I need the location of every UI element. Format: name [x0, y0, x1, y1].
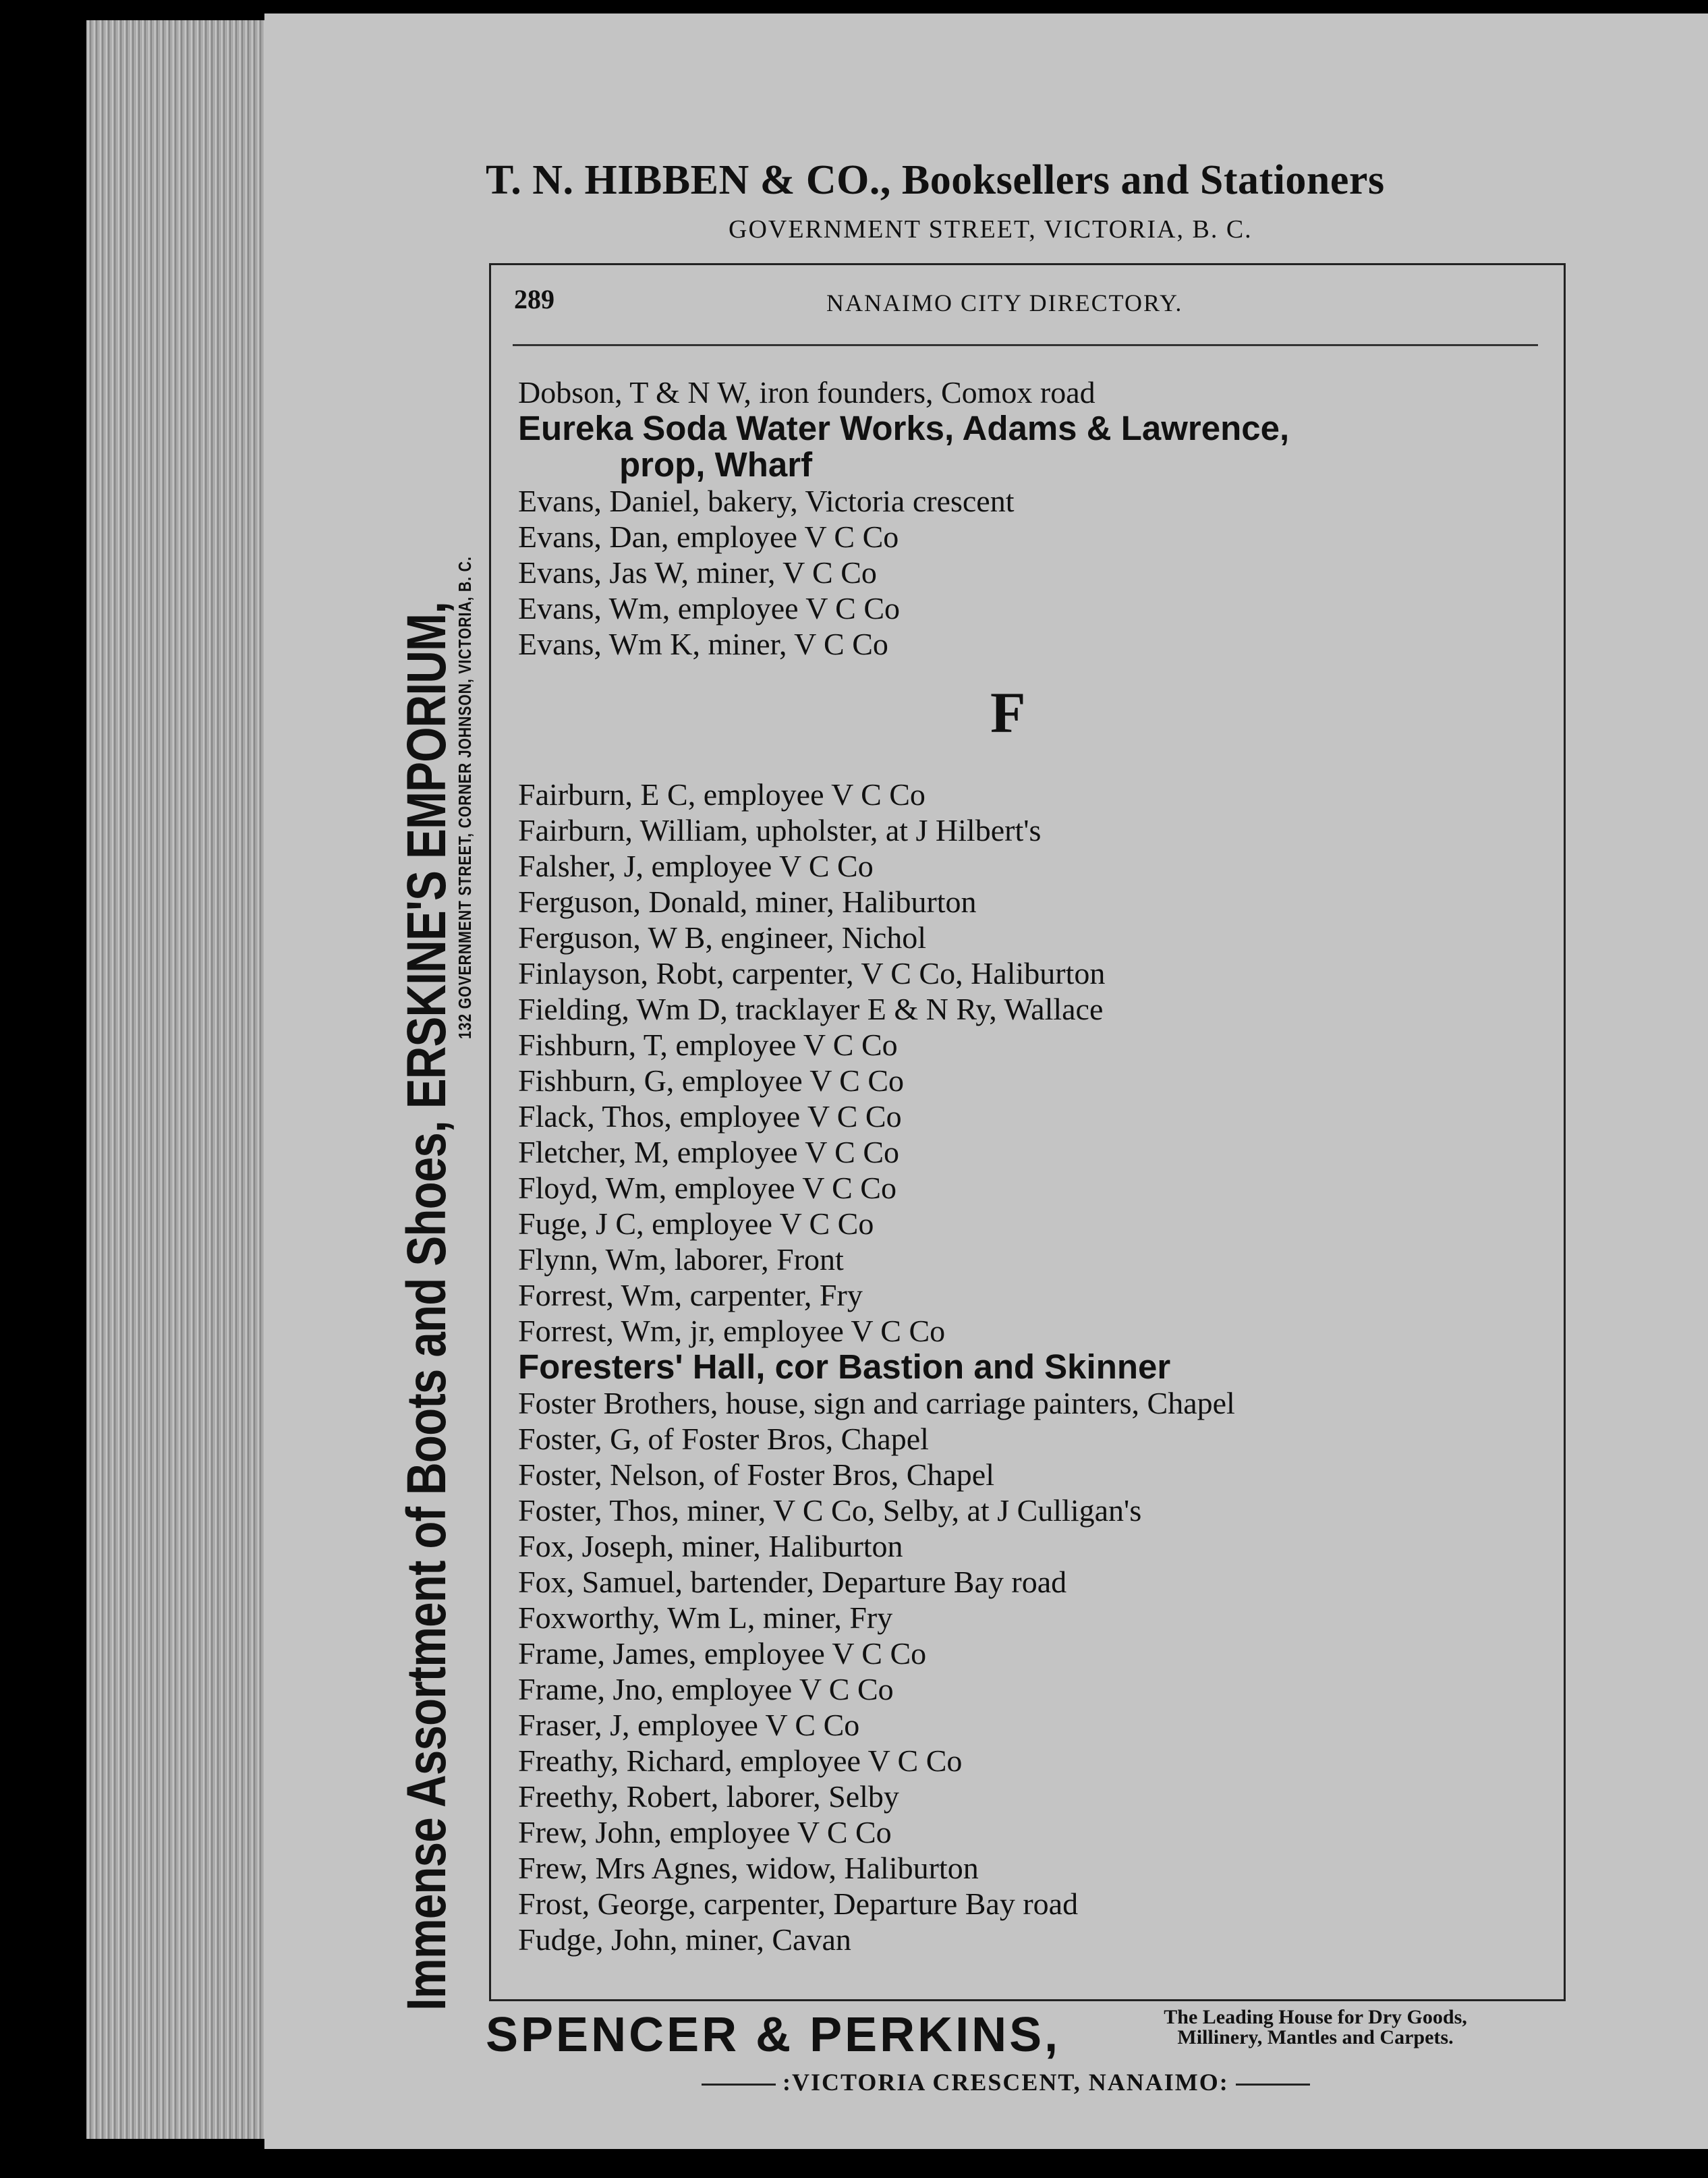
directory-entry	[518, 1313, 1557, 1349]
footer-advertisement-address	[695, 2068, 1317, 2096]
directory-entry	[518, 1277, 1557, 1313]
directory-entry-text: Fielding, Wm D, tracklayer E & N Ry, Wallace	[518, 992, 1104, 1026]
directory-entry	[518, 1349, 1557, 1385]
directory-entry	[518, 1385, 1557, 1421]
directory-entry	[518, 483, 1557, 519]
directory-entry-text: Ferguson, W B, engineer, Nichol	[518, 920, 927, 955]
footer-tagline-line-2: Millinery, Mantles and Carpets.	[1177, 2026, 1454, 2048]
directory-entry	[518, 1528, 1557, 1564]
directory-entry-text: Fox, Samuel, bartender, Departure Bay road	[518, 1565, 1067, 1599]
directory-entry-text: Finlayson, Robt, carpenter, V C Co, Haliburton	[518, 956, 1106, 990]
directory-entry	[518, 848, 1557, 884]
page-edges	[86, 20, 268, 2139]
directory-entry-text: Eureka Soda Water Works, Adams & Lawrence,	[518, 409, 1290, 447]
directory-entry-text: Fudge, John, miner, Cavan	[518, 1922, 851, 1957]
directory-entry-text: Foster, G, of Foster Bros, Chapel	[518, 1422, 929, 1456]
directory-entry-text: Frame, James, employee V C Co	[518, 1636, 927, 1671]
directory-entry	[518, 1671, 1557, 1707]
footer-dash-left	[702, 2084, 776, 2086]
directory-entry-text: Falsher, J, employee V C Co	[518, 849, 874, 883]
directory-entry	[518, 777, 1557, 812]
directory-entry-text: Evans, Wm K, miner, V C Co	[518, 627, 888, 661]
directory-entry-text: Fairburn, E C, employee V C Co	[518, 777, 926, 812]
directory-entry	[518, 590, 1557, 626]
directory-entry	[518, 1421, 1557, 1457]
directory-entry-text: Foster, Nelson, of Foster Bros, Chapel	[518, 1457, 994, 1492]
directory-entry	[518, 555, 1557, 590]
directory-entry-text: Ferguson, Donald, miner, Haliburton	[518, 885, 977, 919]
directory-entry	[518, 374, 1557, 410]
directory-entry	[518, 1492, 1557, 1528]
entries-after-section	[518, 777, 1557, 1957]
side-advertisement-main: Immense Assortment of Boots and Shoes, ERSKINE'S EMPORIUM,	[396, 601, 457, 2011]
directory-entry-text: Foresters' Hall, cor Bastion and Skinner	[518, 1347, 1171, 1386]
directory-entries	[518, 374, 1557, 1957]
directory-entry-text: Forrest, Wm, jr, employee V C Co	[518, 1314, 946, 1348]
directory-entry	[518, 1922, 1557, 1957]
header-rule	[513, 344, 1538, 346]
directory-entry-text: Fairburn, William, upholster, at J Hilbert's	[518, 813, 1042, 847]
directory-entry	[518, 1134, 1557, 1170]
directory-entry	[518, 812, 1557, 848]
directory-entry-text: Foster Brothers, house, sign and carriage painters, Chapel	[518, 1386, 1235, 1420]
directory-entry-text: Floyd, Wm, employee V C Co	[518, 1171, 896, 1205]
side-advertisement-address: 132 GOVERNMENT STREET, CORNER JOHNSON, VICTORIA, B. C.	[455, 556, 475, 1039]
directory-entry-text: Freathy, Richard, employee V C Co	[518, 1743, 963, 1778]
directory-entry	[518, 1241, 1557, 1277]
directory-entry-text: Evans, Daniel, bakery, Victoria crescent	[518, 484, 1015, 518]
directory-entry-text: Fraser, J, employee V C Co	[518, 1708, 860, 1742]
directory-entry-text: Foxworthy, Wm L, miner, Fry	[518, 1600, 893, 1635]
directory-entry	[518, 1206, 1557, 1241]
directory-entry-text: Freethy, Robert, laborer, Selby	[518, 1779, 899, 1814]
directory-entry	[518, 1170, 1557, 1206]
directory-entry-text: Frew, Mrs Agnes, widow, Haliburton	[518, 1851, 979, 1885]
directory-entry-text: Fishburn, T, employee V C Co	[518, 1028, 898, 1062]
directory-entry	[518, 1779, 1557, 1814]
directory-entry	[518, 991, 1557, 1027]
directory-entry-text: Fletcher, M, employee V C Co	[518, 1135, 900, 1169]
directory-entry-text: Fuge, J C, employee V C Co	[518, 1206, 874, 1241]
directory-entry-text: Foster, Thos, miner, V C Co, Selby, at J Culligan's	[518, 1493, 1142, 1528]
header-advertisement-address: GOVERNMENT STREET, VICTORIA, B. C.	[729, 215, 1253, 244]
directory-entry	[518, 920, 1557, 955]
directory-entry-text: Evans, Wm, employee V C Co	[518, 591, 901, 625]
directory-entry	[518, 955, 1557, 991]
directory-entry	[518, 519, 1557, 555]
directory-entry	[518, 1636, 1557, 1671]
header-advertisement-title: T. N. HIBBEN & CO., Booksellers and Stationers	[486, 157, 1385, 203]
entries-before-section	[518, 374, 1557, 662]
side-advertisement	[395, 243, 476, 2011]
directory-entry	[518, 1850, 1557, 1886]
directory-entry	[518, 1564, 1557, 1600]
directory-entry	[518, 1063, 1557, 1098]
directory-entry-text: Frost, George, carpenter, Departure Bay road	[518, 1887, 1079, 1921]
footer-advertisement-tagline	[1093, 2007, 1538, 2048]
directory-entry	[518, 1886, 1557, 1922]
directory-entry	[518, 1814, 1557, 1850]
running-title: NANAIMO CITY DIRECTORY.	[826, 289, 1183, 316]
footer-tagline-line-1: The Leading House for Dry Goods,	[1164, 2006, 1467, 2028]
directory-entry	[518, 626, 1557, 662]
directory-entry	[518, 884, 1557, 920]
directory-entry-text: Evans, Dan, employee V C Co	[518, 520, 899, 554]
directory-entry	[518, 1743, 1557, 1779]
directory-entry	[518, 1600, 1557, 1636]
directory-entry-text: Frame, Jno, employee V C Co	[518, 1672, 894, 1706]
directory-entry-text: Dobson, T & N W, iron founders, Comox road	[518, 375, 1095, 410]
directory-entry-text: Flack, Thos, employee V C Co	[518, 1099, 902, 1134]
directory-entry-text: Frew, John, employee V C Co	[518, 1815, 892, 1849]
directory-entry-continuation: prop, Wharf	[619, 445, 813, 484]
directory-entry-text: Fox, Joseph, miner, Haliburton	[518, 1529, 903, 1563]
footer-advertisement-name: SPENCER & PERKINS,	[486, 2008, 1061, 2062]
directory-entry-text: Forrest, Wm, carpenter, Fry	[518, 1278, 863, 1312]
directory-entry-text: Evans, Jas W, miner, V C Co	[518, 555, 877, 590]
directory-entry-text: Flynn, Wm, laborer, Front	[518, 1242, 844, 1277]
directory-entry	[518, 1098, 1557, 1134]
section-letter: F	[990, 680, 1026, 745]
footer-address-text: :VICTORIA CRESCENT, NANAIMO:	[782, 2069, 1229, 2096]
directory-entry	[518, 1707, 1557, 1743]
directory-entry	[518, 1027, 1557, 1063]
directory-entry	[518, 1457, 1557, 1492]
directory-entry-text: Fishburn, G, employee V C Co	[518, 1063, 905, 1098]
page-number: 289	[514, 284, 554, 314]
footer-dash-right	[1236, 2084, 1310, 2086]
directory-entry	[518, 410, 1557, 483]
